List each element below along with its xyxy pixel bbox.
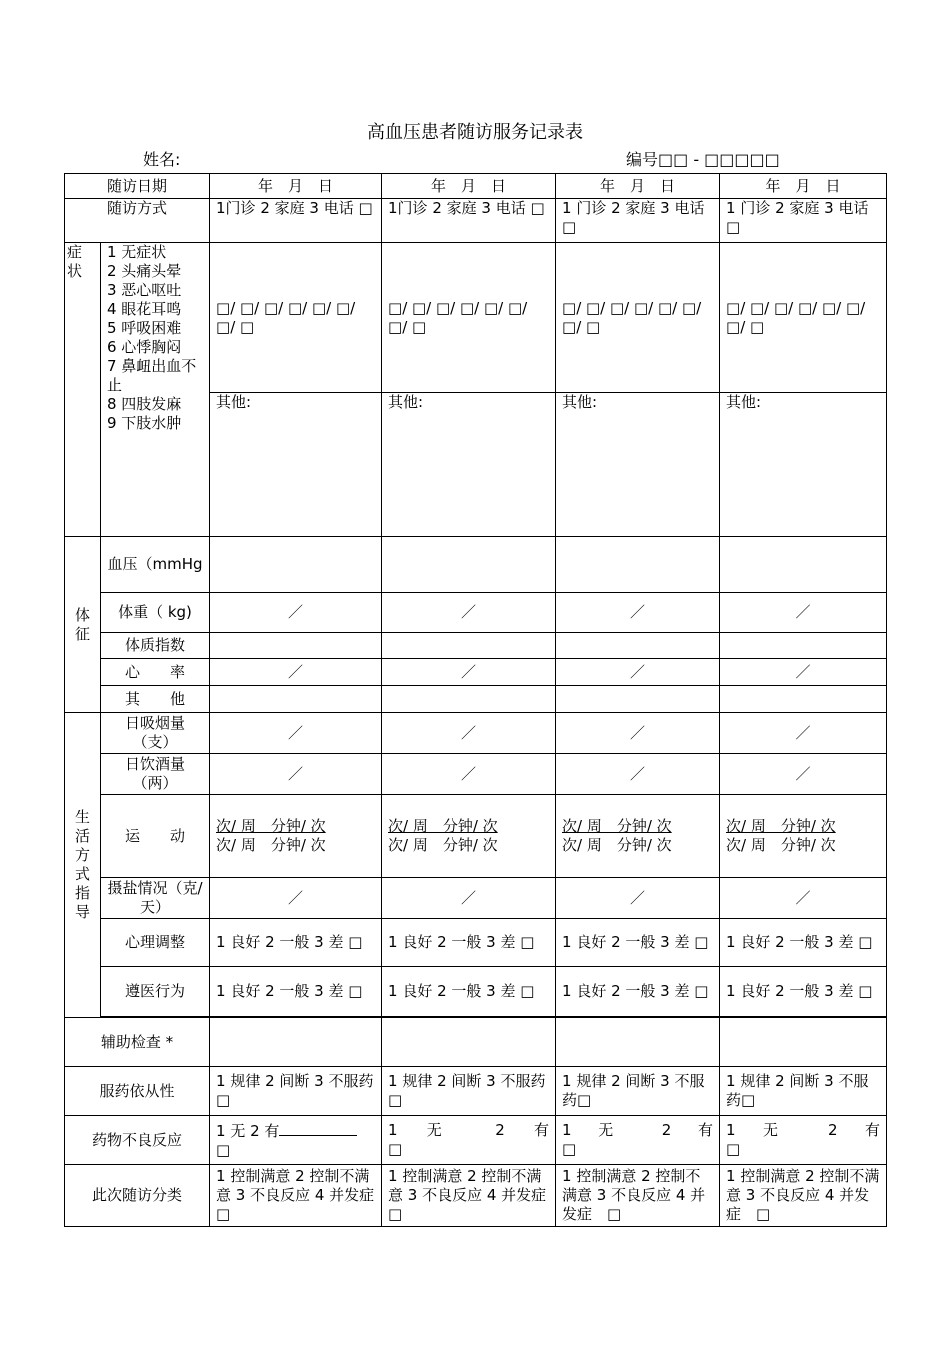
salt-cell[interactable]: ／	[382, 878, 556, 919]
patient-number-label: 编号□□ - □□□□□	[626, 150, 780, 169]
salt-cell[interactable]: ／	[720, 878, 887, 919]
classification-cell[interactable]: 1 控制满意 2 控制不满意 3 不良反应 4 并发症 □	[556, 1165, 720, 1227]
aux-exam-cell[interactable]	[720, 1018, 887, 1067]
salt-cell[interactable]: ／	[556, 878, 720, 919]
adverse-row	[65, 1116, 887, 1165]
compliance-cell[interactable]: 1 良好 2 一般 3 差 □	[720, 967, 887, 1017]
exercise-row	[65, 795, 887, 878]
heart-rate-cell[interactable]: ／	[556, 659, 720, 686]
form-title: 高血压患者随访服务记录表	[367, 122, 583, 143]
drink-cell[interactable]: ／	[720, 754, 887, 795]
classification-cell[interactable]: 1 控制满意 2 控制不满意 3 不良反应 4 并发症 □	[210, 1165, 382, 1227]
visit-mode-cell[interactable]: 1门诊 2 家庭 3 电话 □	[382, 199, 556, 243]
aux-exam-cell[interactable]	[382, 1018, 556, 1067]
symptom-other-cell[interactable]: 其他:	[720, 393, 887, 537]
weight-cell[interactable]: ／	[556, 593, 720, 633]
med-adherence-label: 服药依从性	[65, 1067, 210, 1116]
bmi-cell[interactable]	[556, 633, 720, 659]
smoke-cell[interactable]: ／	[382, 713, 556, 754]
signs-other-row	[65, 686, 887, 713]
adverse-cell[interactable]	[556, 1116, 720, 1165]
heart-rate-label: 心 率	[101, 659, 210, 686]
weight-label: 体重（ kg)	[101, 593, 210, 633]
exercise-cell[interactable]	[382, 795, 556, 878]
exercise-line: 次/ 周 分钟/ 次	[388, 836, 498, 854]
symptom-item: 7 鼻衄出血不止	[107, 357, 197, 394]
symptom-item: 4 眼花耳鸣	[107, 300, 182, 318]
classification-label: 此次随访分类	[65, 1165, 210, 1227]
symptom-item: 8 四肢发麻	[107, 395, 182, 413]
smoke-row	[65, 713, 887, 754]
symptom-item: 2 头痛头晕	[107, 262, 182, 280]
smoke-cell[interactable]: ／	[720, 713, 887, 754]
drink-label: 日饮酒量（两）	[101, 754, 210, 795]
visit-date-row	[65, 174, 887, 199]
compliance-cell[interactable]: 1 良好 2 一般 3 差 □	[382, 967, 556, 1017]
symptom-boxes-cell[interactable]: □/ □/ □/ □/ □/ □/ □/ □	[720, 243, 887, 393]
psych-cell[interactable]: 1 良好 2 一般 3 差 □	[720, 919, 887, 967]
psych-row	[65, 919, 887, 967]
drink-row	[65, 754, 887, 795]
psych-cell[interactable]: 1 良好 2 一般 3 差 □	[210, 919, 382, 967]
compliance-cell[interactable]: 1 良好 2 一般 3 差 □	[210, 967, 382, 1017]
visit-date-label: 随访日期	[65, 174, 210, 199]
exercise-line: 次/ 周 分钟/ 次	[726, 817, 836, 835]
weight-cell[interactable]: ／	[210, 593, 382, 633]
adverse-cell[interactable]	[720, 1116, 887, 1165]
signs-other-cell[interactable]	[382, 686, 556, 713]
med-adherence-cell[interactable]: 1 规律 2 间断 3 不服药□	[720, 1067, 887, 1116]
bp-cell[interactable]	[556, 537, 720, 593]
smoke-cell[interactable]: ／	[556, 713, 720, 754]
drink-cell[interactable]: ／	[210, 754, 382, 795]
symptoms-row-top	[65, 243, 887, 393]
adverse-options: 1 无 2 有	[562, 1121, 714, 1139]
lifestyle-category: 生活方式指导	[65, 713, 101, 1018]
patient-name-label: 姓名:	[143, 150, 181, 169]
adverse-checkbox[interactable]: □	[726, 1140, 741, 1158]
bmi-cell[interactable]	[210, 633, 382, 659]
bmi-cell[interactable]	[382, 633, 556, 659]
bp-row	[65, 537, 887, 593]
med-adherence-cell[interactable]: 1 规律 2 间断 3 不服药□	[210, 1067, 382, 1116]
drink-cell[interactable]: ／	[382, 754, 556, 795]
salt-label: 摄盐情况（克/ 天）	[101, 878, 210, 919]
adverse-checkbox[interactable]: □	[562, 1140, 577, 1158]
classification-cell[interactable]: 1 控制满意 2 控制不满意 3 不良反应 4 并发症 □	[720, 1165, 887, 1227]
heart-rate-row	[65, 659, 887, 686]
signs-other-cell[interactable]	[210, 686, 382, 713]
visit-date-cell[interactable]: 年 月 日	[556, 174, 720, 199]
classification-cell[interactable]: 1 控制满意 2 控制不满意 3 不良反应 4 并发症 □	[382, 1165, 556, 1227]
bmi-label: 体质指数	[101, 633, 210, 659]
visit-mode-cell[interactable]: 1 门诊 2 家庭 3 电话 □	[556, 199, 720, 243]
symptom-boxes-cell[interactable]: □/ □/ □/ □/ □/ □/ □/ □	[382, 243, 556, 393]
drink-cell[interactable]: ／	[556, 754, 720, 795]
adverse-checkbox[interactable]: □	[388, 1140, 403, 1158]
visit-mode-label: 随访方式	[65, 199, 210, 243]
symptom-other-cell[interactable]: 其他:	[382, 393, 556, 537]
visit-date-cell[interactable]: 年 月 日	[210, 174, 382, 199]
symptom-item: 5 呼吸困难	[107, 319, 182, 337]
aux-exam-label: 辅助检查 *	[65, 1018, 210, 1067]
aux-exam-row	[65, 1018, 887, 1067]
visit-date-cell[interactable]: 年 月 日	[720, 174, 887, 199]
symptom-item: 1 无症状	[107, 243, 167, 261]
symptom-other-cell[interactable]: 其他:	[556, 393, 720, 537]
heart-rate-cell[interactable]: ／	[720, 659, 887, 686]
exercise-cell[interactable]	[210, 795, 382, 878]
exercise-line: 次/ 周 分钟/ 次	[726, 836, 836, 854]
classification-row	[65, 1165, 887, 1227]
aux-exam-cell[interactable]	[210, 1018, 382, 1067]
weight-cell[interactable]: ／	[382, 593, 556, 633]
smoke-label: 日吸烟量（支）	[101, 713, 210, 754]
bp-cell[interactable]	[382, 537, 556, 593]
exercise-cell[interactable]	[556, 795, 720, 878]
bmi-cell[interactable]	[720, 633, 887, 659]
adverse-label: 药物不良反应	[65, 1116, 210, 1165]
psych-cell[interactable]: 1 良好 2 一般 3 差 □	[556, 919, 720, 967]
salt-row	[65, 878, 887, 919]
heart-rate-cell[interactable]: ／	[382, 659, 556, 686]
med-adherence-row	[65, 1067, 887, 1116]
aux-exam-cell[interactable]	[556, 1018, 720, 1067]
symptom-boxes-cell[interactable]: □/ □/ □/ □/ □/ □/ □/ □	[556, 243, 720, 393]
signs-category: 体征	[65, 537, 101, 713]
compliance-row	[65, 967, 887, 1017]
salt-cell[interactable]: ／	[210, 878, 382, 919]
visit-mode-row	[65, 199, 887, 243]
psych-cell[interactable]: 1 良好 2 一般 3 差 □	[382, 919, 556, 967]
symptom-item: 3 恶心呕吐	[107, 281, 182, 299]
symptom-other-cell[interactable]: 其他:	[210, 393, 382, 537]
symptom-item: 9 下肢水肿	[107, 414, 182, 432]
exercise-cell[interactable]	[720, 795, 887, 878]
bp-cell[interactable]	[720, 537, 887, 593]
adverse-options: 1 无 2 有	[388, 1121, 550, 1139]
adverse-cell[interactable]	[382, 1116, 556, 1165]
exercise-line: 次/ 周 分钟/ 次	[216, 836, 326, 854]
visit-mode-cell[interactable]: 1门诊 2 家庭 3 电话 □	[210, 199, 382, 243]
adverse-checkbox[interactable]: □	[216, 1140, 231, 1159]
signs-other-cell[interactable]	[720, 686, 887, 713]
bmi-row	[65, 633, 887, 659]
symptom-item: 6 心悸胸闷	[107, 338, 182, 356]
heart-rate-cell[interactable]: ／	[210, 659, 382, 686]
exercise-label: 运 动	[101, 795, 210, 878]
symptoms-list	[101, 243, 210, 537]
compliance-label: 遵医行为	[101, 967, 210, 1017]
visit-mode-cell[interactable]: 1 门诊 2 家庭 3 电话 □	[720, 199, 887, 243]
med-adherence-cell[interactable]: 1 规律 2 间断 3 不服药□	[382, 1067, 556, 1116]
signs-other-cell[interactable]	[556, 686, 720, 713]
adverse-options: 1 无 2 有	[216, 1121, 280, 1140]
psych-label: 心理调整	[101, 919, 210, 967]
weight-row	[65, 593, 887, 633]
exercise-line: 次/ 周 分钟/ 次	[562, 836, 672, 854]
bp-cell[interactable]	[210, 537, 382, 593]
exercise-line: 次/ 周 分钟/ 次	[216, 817, 326, 835]
adverse-cell[interactable]	[210, 1116, 382, 1165]
symptoms-category: 症状	[65, 243, 101, 537]
symptom-boxes-cell[interactable]: □/ □/ □/ □/ □/ □/ □/ □	[210, 243, 382, 393]
visit-date-cell[interactable]: 年 月 日	[382, 174, 556, 199]
signs-other-label: 其 他	[101, 686, 210, 713]
exercise-line: 次/ 周 分钟/ 次	[562, 817, 672, 835]
bp-label: 血压（mmHg	[101, 537, 210, 593]
med-adherence-cell[interactable]: 1 规律 2 间断 3 不服药□	[556, 1067, 720, 1116]
adverse-blank-line[interactable]	[279, 1121, 357, 1136]
smoke-cell[interactable]: ／	[210, 713, 382, 754]
adverse-options: 1 无 2 有	[726, 1121, 881, 1139]
compliance-cell[interactable]: 1 良好 2 一般 3 差 □	[556, 967, 720, 1017]
weight-cell[interactable]: ／	[720, 593, 887, 633]
exercise-line: 次/ 周 分钟/ 次	[388, 817, 498, 835]
followup-record-table	[64, 173, 887, 1227]
